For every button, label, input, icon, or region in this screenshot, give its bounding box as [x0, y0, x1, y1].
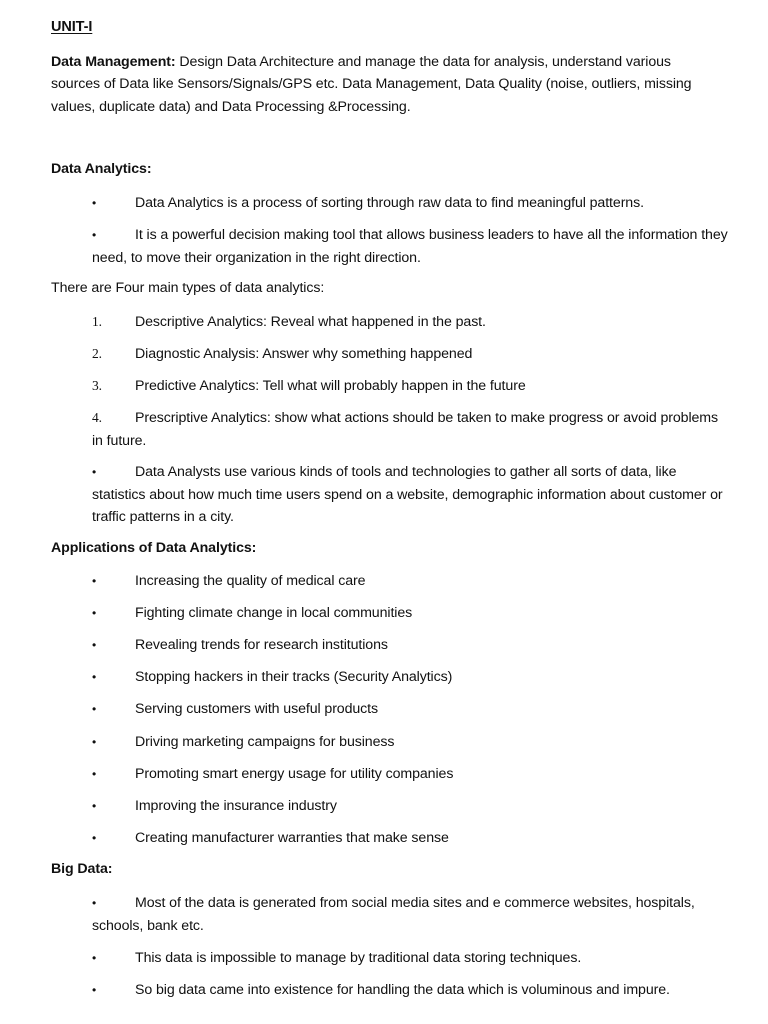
list-item-text: Descriptive Analytics: Reveal what happened in the past.	[135, 314, 486, 330]
list-item	[92, 795, 732, 818]
data-management-label: Data Management:	[51, 54, 176, 70]
list-item	[92, 570, 732, 593]
list-item	[92, 698, 732, 721]
big-data-heading: Big Data:	[51, 861, 113, 877]
list-item-text: This data is impossible to manage by traditional data storing techniques.	[135, 950, 582, 966]
list-item	[92, 634, 732, 657]
list-number: 4.	[92, 410, 102, 425]
list-item	[92, 375, 732, 398]
bullet-marker: •	[92, 767, 97, 781]
bullet-marker: •	[92, 670, 97, 684]
list-item	[92, 979, 732, 1002]
list-item-text: Diagnostic Analysis: Answer why something happened	[135, 346, 473, 362]
list-item	[92, 343, 732, 366]
list-item	[92, 192, 732, 215]
data-analytics-heading: Data Analytics:	[51, 161, 152, 177]
data-management-paragraph	[51, 51, 721, 118]
list-item	[92, 602, 732, 625]
list-number: 2.	[92, 346, 102, 361]
list-item-text: Revealing trends for research institutions	[135, 637, 388, 653]
list-item	[92, 407, 732, 452]
list-item-text: Improving the insurance industry	[135, 798, 337, 814]
list-number: 1.	[92, 314, 102, 329]
data-management-text: Design Data Architecture and manage the data for analysis, understand various sources of Data like Sensors/Signals/GPS etc. Data Management, Data Quality (noise, outliers, missing values, duplicate data) and Data Processing &Processing.	[51, 54, 692, 115]
list-item-text: Driving marketing campaigns for business	[135, 734, 395, 750]
applications-heading: Applications of Data Analytics:	[51, 540, 257, 556]
list-item	[92, 827, 732, 850]
bullet-marker: •	[92, 465, 97, 479]
bullet-marker: •	[92, 831, 97, 845]
list-item-text: Promoting smart energy usage for utility companies	[135, 766, 454, 782]
list-item	[92, 666, 732, 689]
list-item-text: It is a powerful decision making tool that allows business leaders to have all the information they need, to move their organization in the right direction.	[92, 227, 728, 266]
unit-title: UNIT-I	[51, 19, 93, 35]
list-item-text: Data Analysts use various kinds of tools and technologies to gather all sorts of data, like statistics about how much time users spend on a website, demographic information about customer or traffic patterns in a city.	[92, 464, 723, 525]
list-item-text: Prescriptive Analytics: show what actions should be taken to make progress or avoid problems in future.	[92, 410, 719, 449]
list-item-text: Predictive Analytics: Tell what will probably happen in the future	[135, 378, 526, 394]
bullet-marker: •	[92, 606, 97, 620]
bullet-marker: •	[92, 228, 97, 242]
bullet-marker: •	[92, 702, 97, 716]
list-item	[92, 461, 732, 529]
list-item-text: Increasing the quality of medical care	[135, 573, 366, 589]
list-item	[92, 947, 732, 970]
bullet-marker: •	[92, 638, 97, 652]
list-item	[92, 731, 732, 754]
list-number: 3.	[92, 378, 102, 393]
bullet-marker: •	[92, 574, 97, 588]
list-item	[92, 224, 732, 269]
bullet-marker: •	[92, 735, 97, 749]
bullet-marker: •	[92, 799, 97, 813]
list-item-text: Stopping hackers in their tracks (Security Analytics)	[135, 669, 453, 685]
list-item	[92, 763, 732, 786]
list-item	[92, 892, 732, 937]
types-intro: There are Four main types of data analytics:	[51, 280, 325, 296]
list-item-text: Fighting climate change in local communities	[135, 605, 413, 621]
bullet-marker: •	[92, 983, 97, 997]
bullet-marker: •	[92, 896, 97, 910]
bullet-marker: •	[92, 951, 97, 965]
bullet-marker: •	[92, 196, 97, 210]
list-item-text: Creating manufacturer warranties that make sense	[135, 830, 449, 846]
list-item-text: Data Analytics is a process of sorting through raw data to find meaningful patterns.	[135, 195, 644, 211]
list-item	[92, 311, 732, 334]
list-item-text: Most of the data is generated from social media sites and e commerce websites, hospitals, schools, bank etc.	[92, 895, 695, 934]
list-item-text: So big data came into existence for handling the data which is voluminous and impure.	[135, 982, 670, 998]
list-item-text: Serving customers with useful products	[135, 701, 379, 717]
